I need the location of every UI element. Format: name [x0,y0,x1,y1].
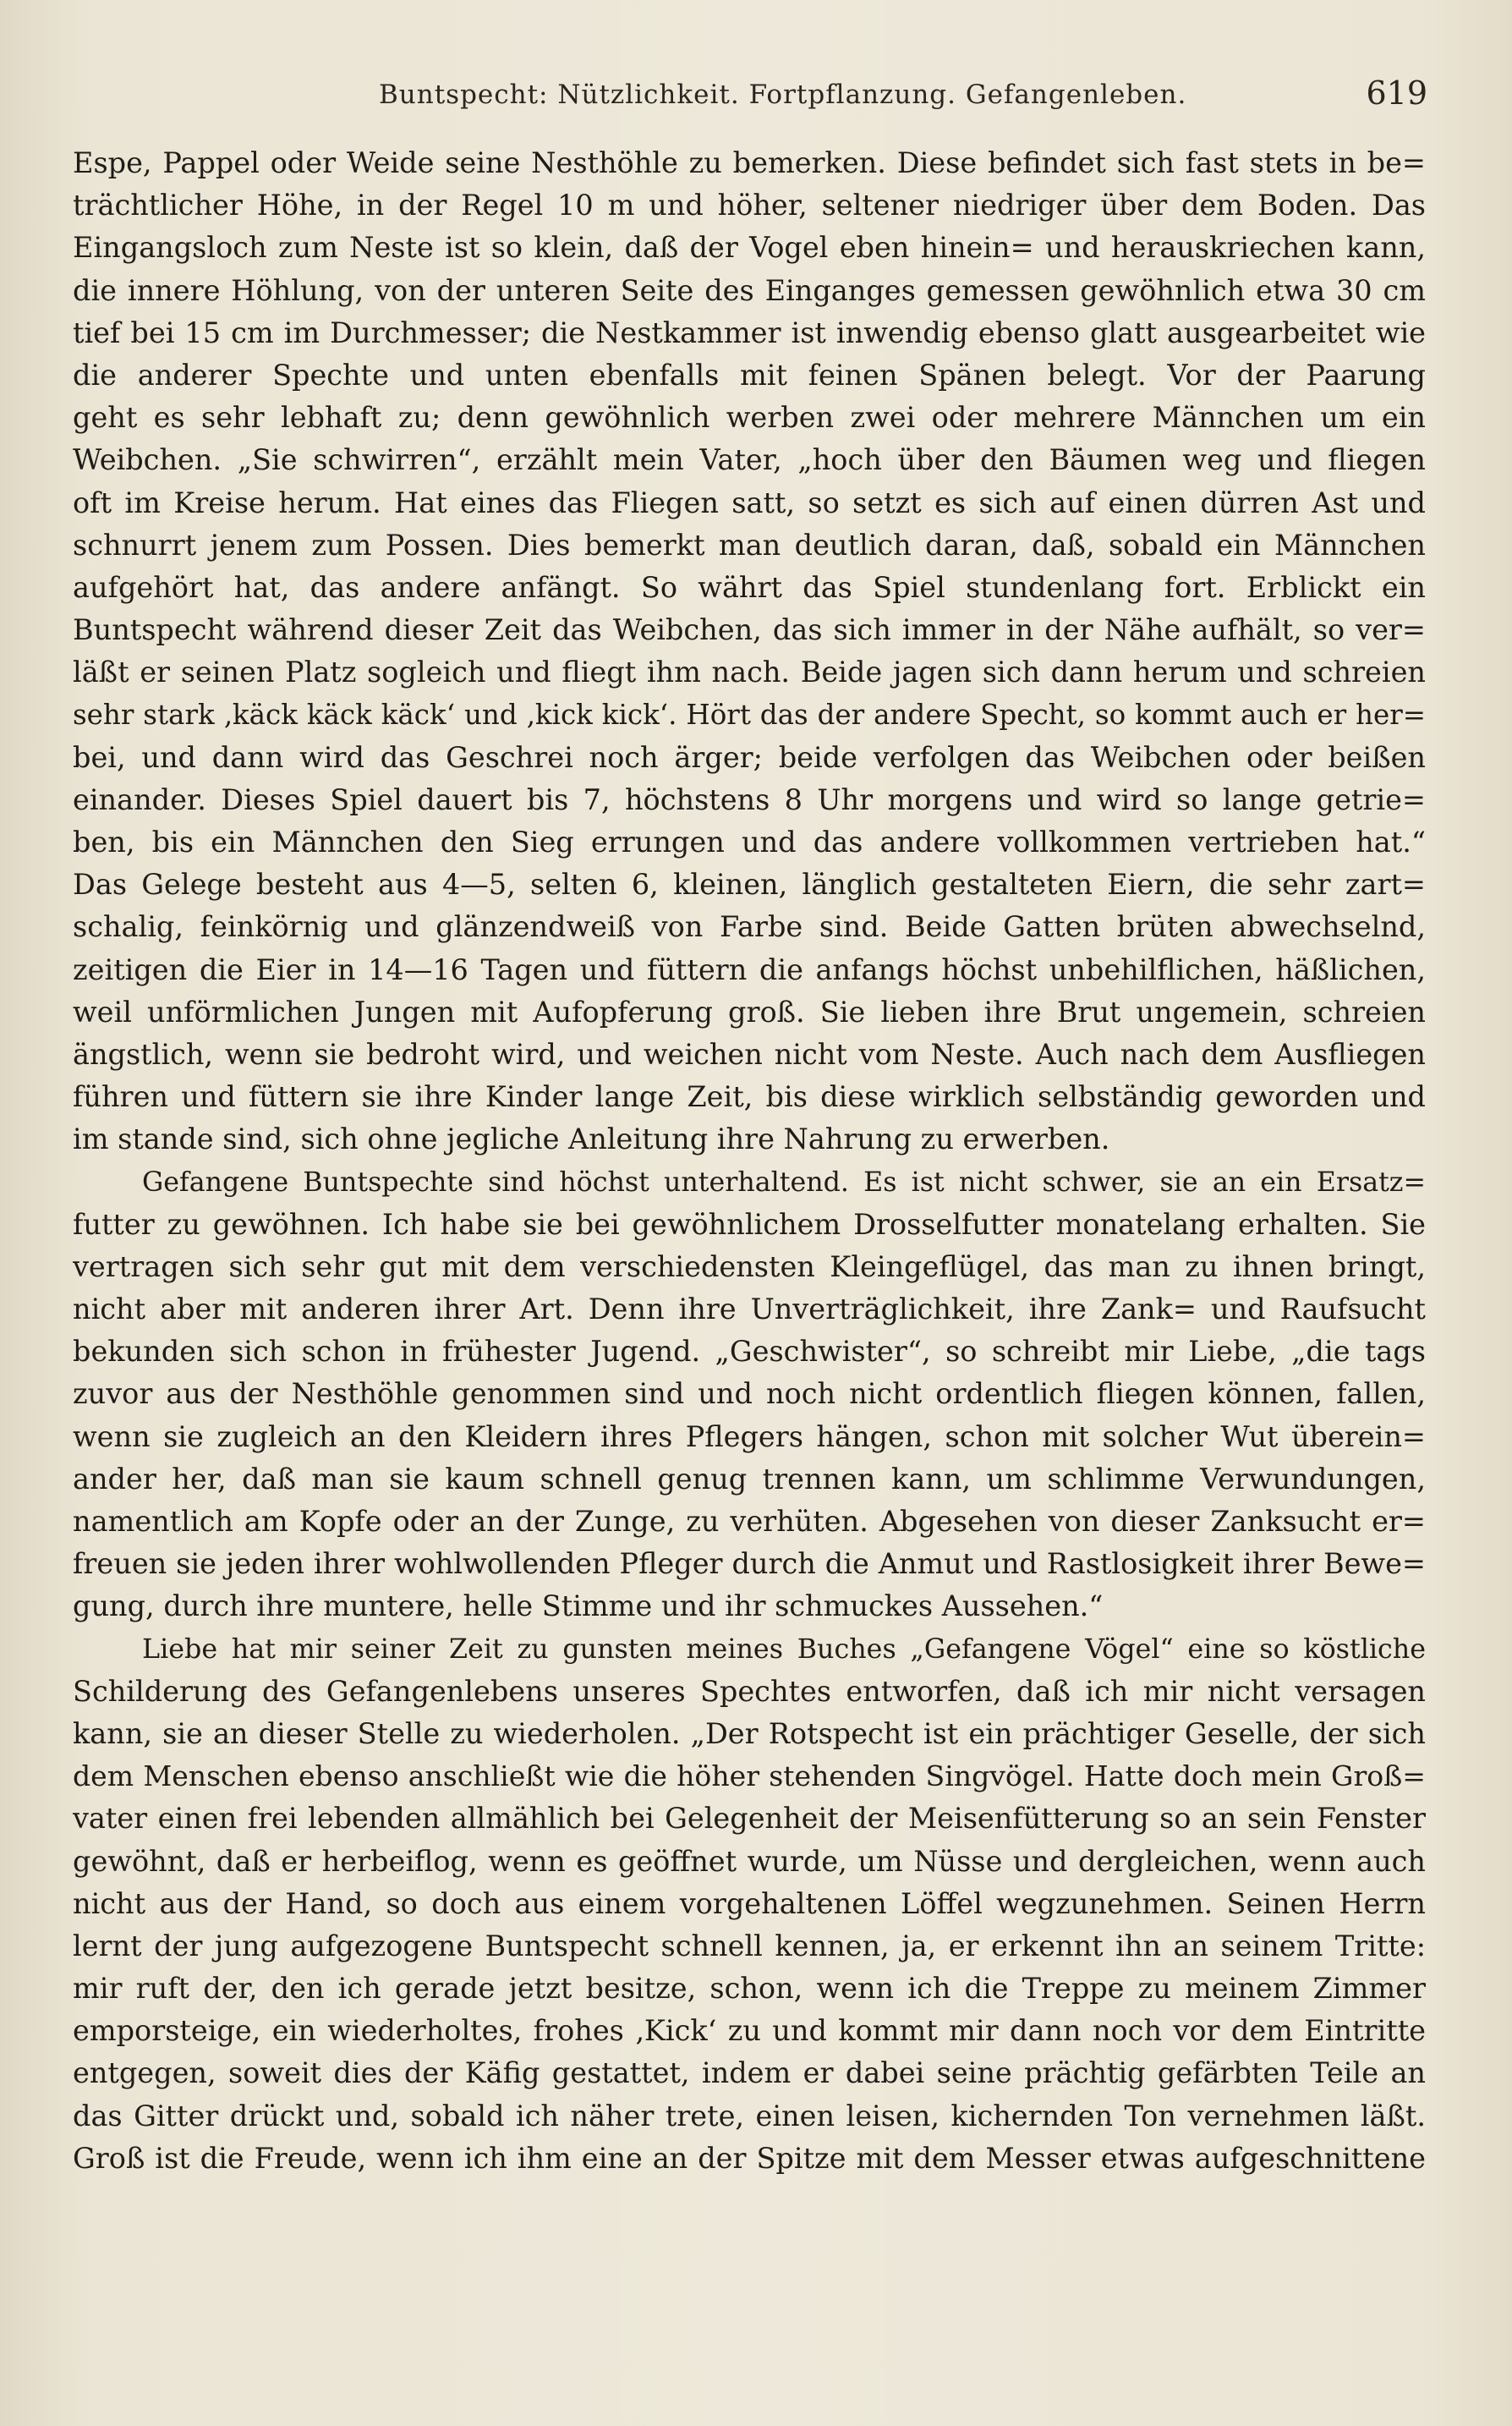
text-line: nicht aber mit anderen ihrer Art. Denn ihre Unverträglichkeit, ihre Zank= und Raufsucht [73,1293,1426,1326]
text-line: freuen sie jeden ihrer wohlwollenden Pfleger durch die Anmut und Rastlosigkeit ihrer Bewe= [73,1547,1426,1581]
text-line: trächtlicher Höhe, in der Regel 10 m und höher, seltener niedriger über dem Boden. Das [73,189,1426,222]
text-line: tief bei 15 cm im Durchmesser; die Nestkammer ist inwendig ebenso glatt ausgearbeitet wie [73,316,1426,349]
text-line: bekunden sich schon in frühester Jugend. „Geschwister“, so schreibt mir Liebe, „die tags [73,1335,1426,1369]
text-line: gung, durch ihre muntere, helle Stimme und ihr schmuckes Aussehen.“ [73,1589,1104,1623]
text-line: emporsteige, ein wiederholtes, frohes ‚Kick‘ zu und kommt mir dann noch vor dem Eintritte [73,2014,1426,2048]
text-line: geht es sehr lebhaft zu; denn gewöhnlich werben zwei oder mehrere Männchen um ein [73,401,1426,435]
text-line: futter zu gewöhnen. Ich habe sie bei gewöhnlichem Drosselfutter monatelang erhalten. Sie [73,1207,1426,1241]
text-line: ander her, daß man sie kaum schnell genug trennen kann, um schlimme Verwundungen, [73,1462,1426,1496]
text-line: Weibchen. „Sie schwirren“, erzählt mein Vater, „hoch über den Bäumen weg und fliegen [73,443,1426,477]
text-line: vertragen sich sehr gut mit dem verschiedensten Kleingeflügel, das man zu ihnen bringt, [73,1249,1426,1283]
text-line: nicht aus der Hand, so doch aus einem vorgehaltenen Löffel wegzunehmen. Seinen Herrn [73,1886,1426,1920]
text-line: zeitigen die Eier in 14—16 Tagen und füttern die anfangs höchst unbehilflichen, häßlichen, [73,952,1426,986]
text-line: wenn sie zugleich an den Kleidern ihres Pflegers hängen, schon mit solcher Wut überein= [73,1419,1426,1453]
running-title: Buntspecht: Nützlichkeit. Fortpflanzung. Gefangenleben. [379,80,1187,110]
running-header [74,74,1427,125]
text-line: ängstlich, wenn sie bedroht wird, und weichen nicht vom Neste. Auch nach dem Ausfliegen [73,1037,1426,1071]
text-line: läßt er seinen Platz sogleich und fliegt ihm nach. Beide jagen sich dann herum und schreien [73,656,1426,689]
text-line: das Gitter drückt und, sobald ich näher trete, einen leisen, kichernden Ton vernehmen läßt. [73,2099,1426,2132]
text-line: dem Menschen ebenso anschließt wie die höher stehenden Singvögel. Hatte doch mein Groß= [73,1759,1426,1793]
text-line: Groß ist die Freude, wenn ich ihm eine an der Spitze mit dem Messer etwas aufgeschnittene [73,2141,1426,2175]
text-line: schalig, feinkörnig und glänzendweiß von Farbe sind. Beide Gatten brüten abwechselnd, [73,910,1426,944]
text-line: im stande sind, sich ohne jegliche Anleitung ihre Nahrung zu erwerben. [73,1122,1110,1156]
text-line: Gefangene Buntspechte sind höchst unterhaltend. Es ist nicht schwer, sie an ein Ersatz= [142,1166,1426,1198]
text-line: Espe, Pappel oder Weide seine Nesthöhle zu bemerken. Diese befindet sich fast stets in be= [73,146,1426,179]
text-line: Eingangsloch zum Neste ist so klein, daß der Vogel eben hinein= und herauskriechen kann, [73,231,1426,265]
text-line: gewöhnt, daß er herbeiflog, wenn es geöffnet wurde, um Nüsse und dergleichen, wenn auch [73,1844,1426,1878]
text-line: schnurrt jenem zum Possen. Dies bemerkt man deutlich daran, daß, sobald ein Männchen [73,528,1426,562]
text-line: kann, sie an dieser Stelle zu wiederholen. „Der Rotspecht ist ein prächtiger Geselle, der sich [73,1716,1426,1750]
text-line: bei, und dann wird das Geschrei noch ärger; beide verfolgen das Weibchen oder beißen [73,740,1426,774]
text-line: sehr stark ‚käck käck käck‘ und ‚kick kick‘. Hört das der andere Specht, so kommt auch er her= [73,699,1426,732]
text-line: mir ruft der, den ich gerade jetzt besitze, schon, wenn ich die Treppe zu meinem Zimmer [73,1972,1426,2006]
text-line: die innere Höhlung, von der unteren Seite des Einganges gemessen gewöhnlich etwa 30 cm [73,273,1426,307]
text-line: einander. Dieses Spiel dauert bis 7, höchstens 8 Uhr morgens und wird so lange getrie= [73,782,1426,816]
text-line: Buntspecht während dieser Zeit das Weibchen, das sich immer in der Nähe aufhält, so ver= [73,613,1426,647]
body-text [73,142,1426,2180]
text-line: Liebe hat mir seiner Zeit zu gunsten meines Buches „Gefangene Vögel“ eine so köstliche [142,1633,1426,1665]
text-line: aufgehört hat, das andere anfängt. So währt das Spiel stundenlang fort. Erblickt ein [73,570,1426,604]
text-line: Das Gelege besteht aus 4—5, selten 6, kleinen, länglich gestalteten Eiern, die sehr zart= [73,868,1426,902]
text-line: lernt der jung aufgezogene Buntspecht schnell kennen, ja, er erkennt ihn an seinem Tritte: [73,1929,1426,1962]
text-line: entgegen, soweit dies der Käfig gestattet, indem er dabei seine prächtig gefärbten Teile an [73,2056,1426,2090]
text-line: weil unförmlichen Jungen mit Aufopferung groß. Sie lieben ihre Brut ungemein, schreien [73,995,1426,1029]
text-line: ben, bis ein Männchen den Sieg errungen und das andere vollkommen vertrieben hat.“ [73,826,1426,859]
text-line: namentlich am Kopfe oder an der Zunge, zu verhüten. Abgesehen von dieser Zanksucht er= [73,1505,1426,1538]
text-line: führen und füttern sie ihre Kinder lange Zeit, bis diese wirklich selbständig geworden und [73,1080,1426,1114]
text-line: die anderer Spechte und unten ebenfalls mit feinen Spänen belegt. Vor der Paarung [73,358,1426,392]
text-line: Schilderung des Gefangenlebens unseres Spechtes entworfen, daß ich mir nicht versagen [73,1674,1426,1708]
text-line: vater einen frei lebenden allmählich bei Gelegenheit der Meisenfütterung so an sein Fenster [73,1802,1426,1836]
text-line: zuvor aus der Nesthöhle genommen sind und noch nicht ordentlich fliegen können, fallen, [73,1377,1426,1411]
text-line: oft im Kreise herum. Hat eines das Fliegen satt, so setzt es sich auf einen dürren Ast und [73,486,1426,519]
page-number: 619 [1366,74,1427,112]
